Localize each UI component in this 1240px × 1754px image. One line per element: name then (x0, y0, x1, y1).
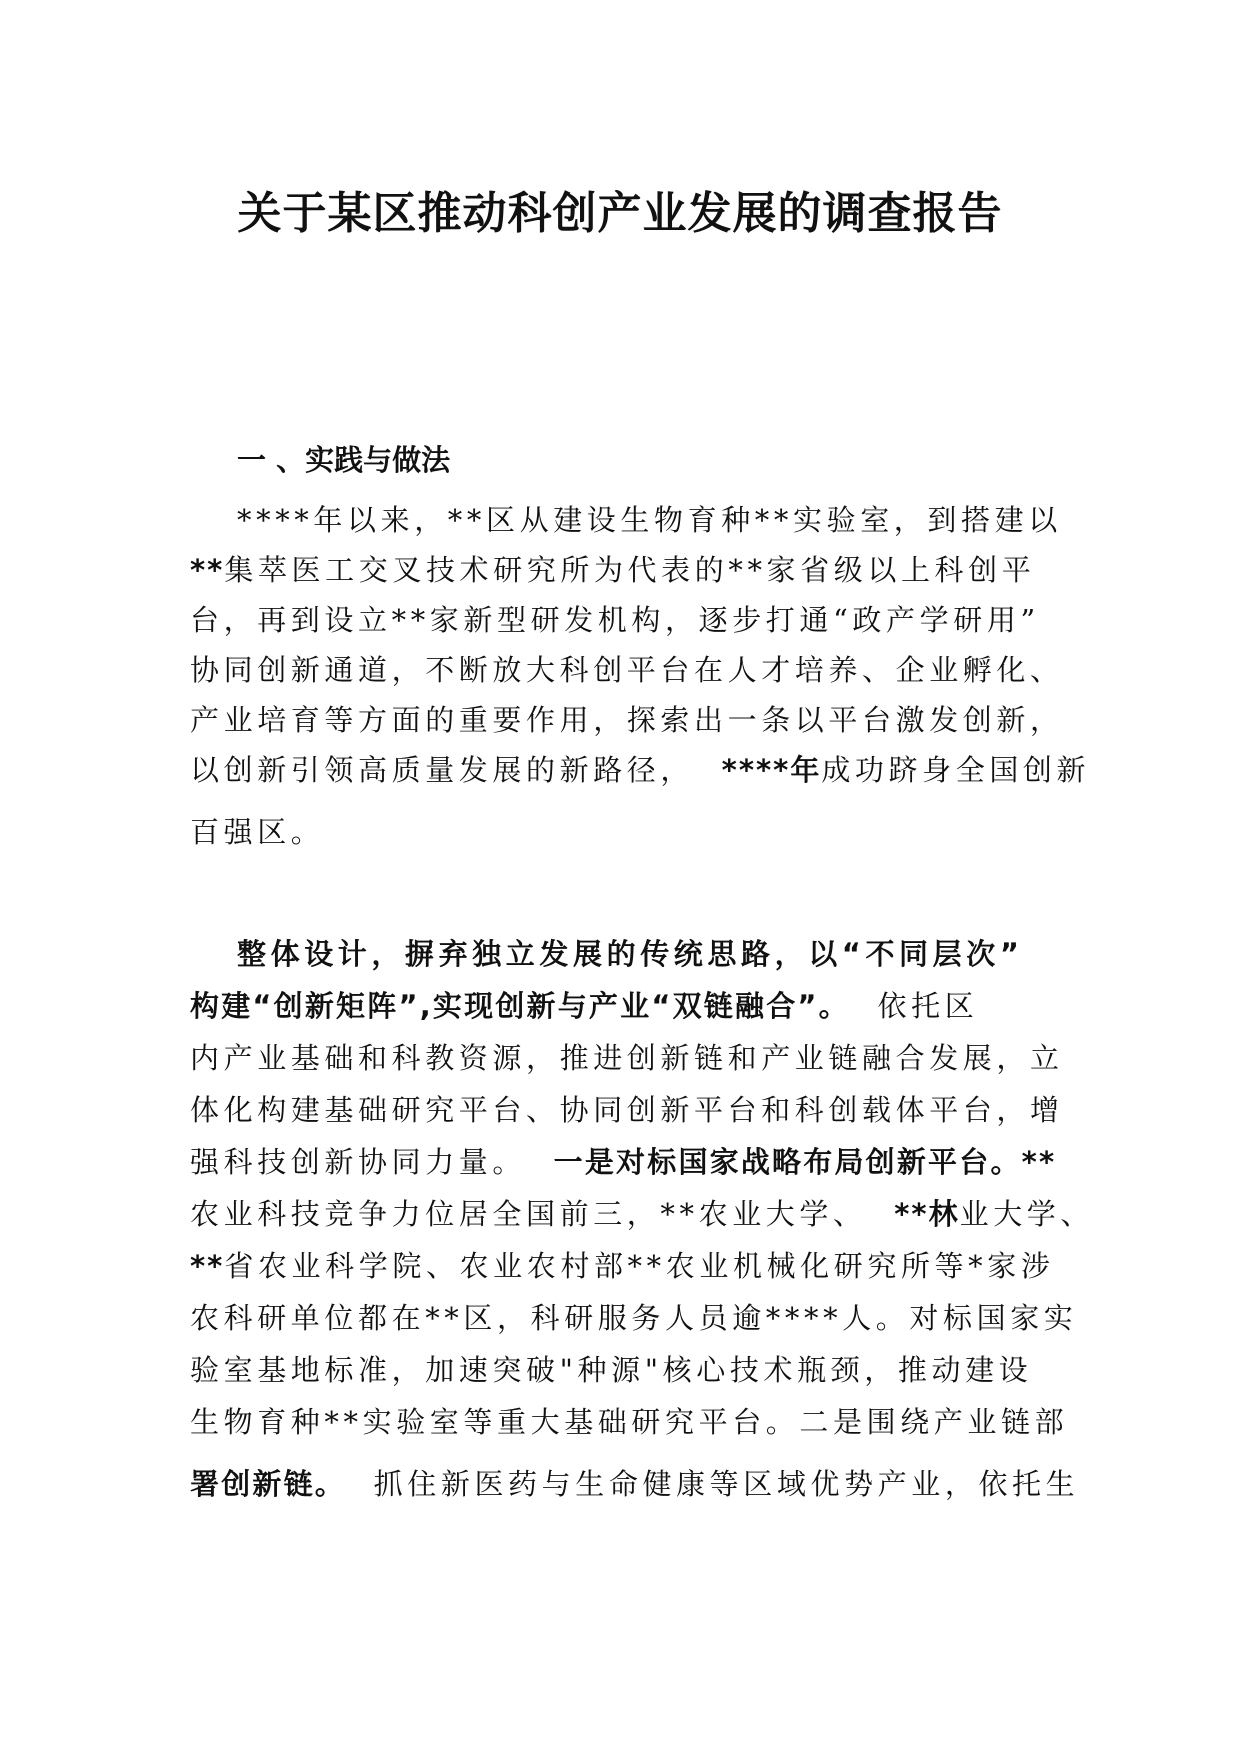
bold-text: **林 (894, 1197, 960, 1231)
paragraph-2-line-5 (190, 1134, 1090, 1190)
bold-text: ****年 (721, 753, 822, 787)
paragraph-1-line-7: 百强区。 (190, 815, 325, 849)
body-text: 以创新引领高质量发展的新路径， (190, 753, 695, 787)
paragraph-2-line-9: 验室基地标准，加速突破"种源"核心技术瓶颈，推动建设 (190, 1353, 1033, 1387)
bold-text: ** (190, 1249, 225, 1283)
bold-text: 署创新链。 (190, 1467, 347, 1501)
paragraph-2-line-10: 生物育种**实验室等重大基础研究平台。二是围绕产业链部 (190, 1405, 1069, 1439)
paragraph-2-line-8: 农科研单位都在**区，科研服务人员逾****人。对标国家实 (190, 1301, 1078, 1335)
paragraph-1-line-5: 产业培育等方面的重要作用，探索出一条以平台激发创新， (190, 703, 1064, 737)
bold-text: ** (190, 553, 225, 587)
body-text: 成功跻身全国创新 (821, 753, 1091, 787)
bold-text: 构建“创新矩阵”,实现创新与产业“双链融合”。 (190, 989, 850, 1023)
paragraph-1-line-6 (190, 742, 1090, 798)
body-text: 抓住新医药与生命健康等区域优势产业，依托生 (373, 1467, 1080, 1501)
body-text: 业大学、 (959, 1197, 1094, 1231)
bold-text: 一是对标国家战略布局创新平台。** (553, 1145, 1057, 1179)
paragraph-1-line-1: ****年以来，**区从建设生物育种**实验室，到搭建以 (237, 503, 1062, 537)
body-text: 强科技创新协同力量。 (190, 1145, 527, 1179)
body-text: 依托区 (877, 989, 979, 1023)
paragraph-2-line-11 (190, 1456, 1090, 1512)
paragraph-2-line-2 (190, 978, 1090, 1034)
paragraph-2-line-3: 内产业基础和科教资源，推进创新链和产业链融合发展，立 (190, 1041, 1064, 1075)
section-heading: 一 、实践与做法 (237, 443, 451, 477)
paragraph-2-line-6 (190, 1186, 1094, 1242)
paragraph-2-line-4: 体化构建基础研究平台、协同创新平台和科创载体平台，增 (190, 1093, 1064, 1127)
body-text: 省农业科学院、农业农村部**农业机械化研究所等*家涉 (224, 1249, 1055, 1283)
paragraph-2-line-1: 整体设计，摒弃独立发展的传统思路，以“不同层次” (237, 937, 1024, 971)
paragraph-1-line-3: 台，再到设立**家新型研发机构，逐步打通“政产学研用” (190, 603, 1040, 637)
document-title: 关于某区推动科创产业发展的调查报告 (237, 188, 1003, 239)
body-text: 集萃医工交叉技术研究所为代表的**家省级以上科创平 (224, 553, 1036, 587)
paragraph-2-line-7 (190, 1238, 1090, 1294)
paragraph-1-line-2 (190, 542, 1090, 598)
paragraph-1-line-4: 协同创新通道，不断放大科创平台在人才培养、企业孵化、 (190, 653, 1064, 687)
body-text: 农业科技竞争力位居全国前三，**农业大学、 (190, 1197, 867, 1231)
